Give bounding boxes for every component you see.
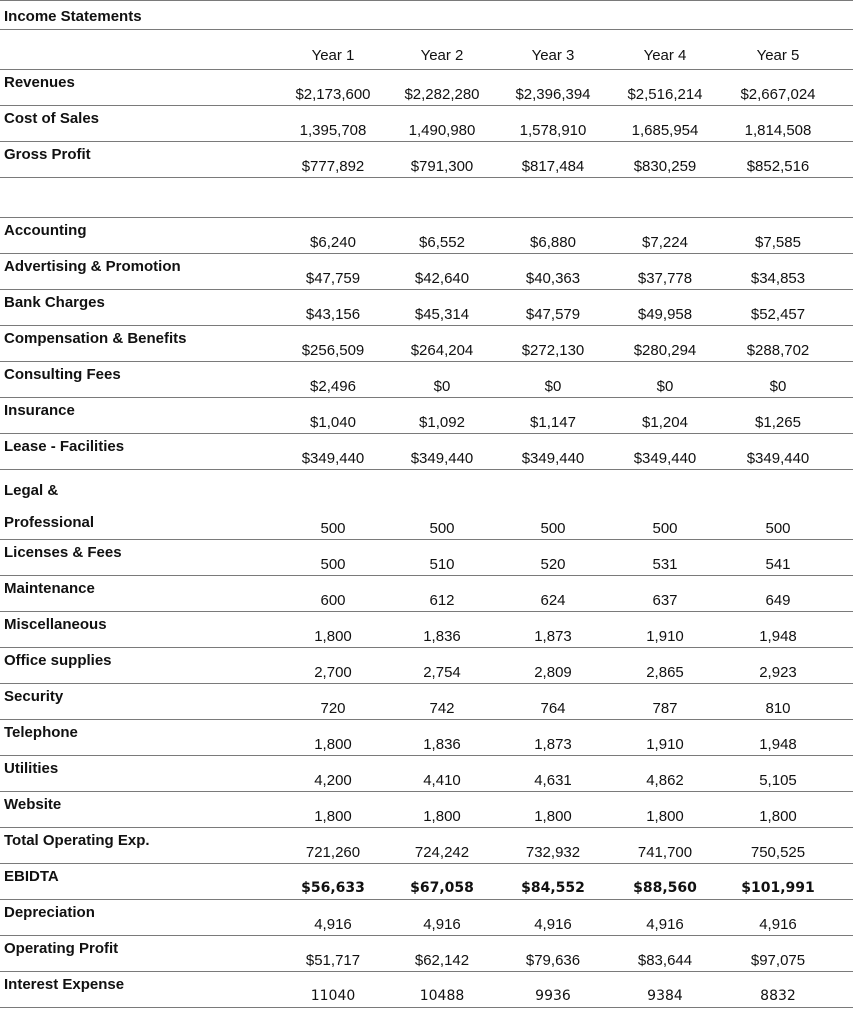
cell: $2,282,280 (404, 86, 480, 103)
cell: $97,075 (750, 952, 806, 969)
cell: $349,440 (301, 450, 365, 467)
year-header-row (0, 30, 853, 70)
cell: 11040 (310, 988, 356, 1004)
cell: 500 (540, 520, 566, 537)
cell: $6,552 (419, 234, 465, 251)
row-label: Bank Charges (4, 294, 105, 311)
table-row-gross-profit (0, 142, 853, 178)
table-row-depreciation (0, 900, 853, 936)
table-row-operating-profit (0, 936, 853, 972)
title-row (0, 0, 853, 30)
row-label: Insurance (4, 402, 75, 419)
cell: $1,040 (310, 414, 356, 431)
cell: $2,173,600 (295, 86, 371, 103)
cell: 741,700 (637, 844, 693, 861)
cell: $7,585 (755, 234, 801, 251)
cell: $51,717 (305, 952, 361, 969)
cell: $852,516 (746, 158, 810, 175)
row-label: Revenues (4, 74, 75, 91)
row-label: Depreciation (4, 904, 95, 921)
row-label: Telephone (4, 724, 78, 741)
cell: $101,991 (741, 880, 815, 896)
table-row-lease-facilities (0, 434, 853, 470)
cell: $777,892 (301, 158, 365, 175)
cell: 810 (765, 700, 791, 717)
cell: $47,759 (305, 270, 361, 287)
row-label: Licenses & Fees (4, 544, 122, 561)
cell: 724,242 (414, 844, 470, 861)
cell: $817,484 (521, 158, 585, 175)
row-label: Accounting (4, 222, 87, 239)
cell: $42,640 (414, 270, 470, 287)
cell: $83,644 (637, 952, 693, 969)
cell: 4,916 (759, 916, 797, 933)
cell: 1,800 (646, 808, 684, 825)
year-header: Year 2 (420, 47, 464, 64)
spacer-row (0, 178, 853, 218)
year-header: Year 4 (643, 47, 687, 64)
cell: 649 (765, 592, 791, 609)
cell: $0 (433, 378, 451, 395)
cell: $88,560 (633, 880, 697, 896)
table-row-cost-of-sales (0, 106, 853, 142)
cell: $2,667,024 (740, 86, 816, 103)
table-row-licenses-fees (0, 540, 853, 576)
page-title: Income Statements (4, 8, 142, 25)
cell: $349,440 (746, 450, 810, 467)
cell: 1,800 (314, 808, 352, 825)
cell: $272,130 (521, 342, 585, 359)
cell: 9384 (647, 988, 683, 1004)
cell: $34,853 (750, 270, 806, 287)
cell: 9936 (535, 988, 571, 1004)
cell: 764 (540, 700, 566, 717)
cell: 1,948 (759, 628, 797, 645)
row-label: Total Operating Exp. (4, 832, 150, 849)
cell: 5,105 (759, 772, 797, 789)
cell: 721,260 (305, 844, 361, 861)
row-label: Maintenance (4, 580, 95, 597)
year-header: Year 3 (531, 47, 575, 64)
cell: 1,800 (423, 808, 461, 825)
cell: 4,631 (534, 772, 572, 789)
cell: $67,058 (410, 880, 474, 896)
table-row-revenues (0, 70, 853, 106)
row-label: Compensation & Benefits (4, 330, 187, 347)
cell: 1,836 (423, 628, 461, 645)
table-row-total-operating-exp (0, 828, 853, 864)
cell: 1,490,980 (408, 122, 476, 139)
table-row-accounting (0, 218, 853, 254)
cell: $349,440 (410, 450, 474, 467)
table-row-ebidta (0, 864, 853, 900)
cell: $0 (769, 378, 787, 395)
cell: $52,457 (750, 306, 806, 323)
cell: 4,916 (534, 916, 572, 933)
table-row-bank-charges (0, 290, 853, 326)
cell: $280,294 (633, 342, 697, 359)
cell: 1,836 (423, 736, 461, 753)
table-row-office-supplies (0, 648, 853, 684)
cell: 4,200 (314, 772, 352, 789)
cell: 500 (320, 556, 346, 573)
cell: 520 (540, 556, 566, 573)
cell: 1,814,508 (744, 122, 812, 139)
cell: 500 (429, 520, 455, 537)
cell: 1,800 (314, 736, 352, 753)
cell: $56,633 (301, 880, 365, 896)
table-row-legal-professional (0, 470, 853, 540)
table-row-telephone (0, 720, 853, 756)
cell: $6,240 (310, 234, 356, 251)
cell: $49,958 (637, 306, 693, 323)
cell: 1,800 (759, 808, 797, 825)
year-header: Year 5 (756, 47, 800, 64)
cell: 2,700 (314, 664, 352, 681)
cell: 2,809 (534, 664, 572, 681)
cell: 1,910 (646, 736, 684, 753)
row-label: Miscellaneous (4, 616, 107, 633)
cell: 4,410 (423, 772, 461, 789)
table-row-security (0, 684, 853, 720)
cell: 8832 (760, 988, 796, 1004)
cell: 500 (320, 520, 346, 537)
cell: 4,916 (646, 916, 684, 933)
cell: 500 (765, 520, 791, 537)
cell: 2,923 (759, 664, 797, 681)
table-row-advertising (0, 254, 853, 290)
row-label: Interest Expense (4, 976, 125, 993)
table-row-consulting-fees (0, 362, 853, 398)
cell: 720 (320, 700, 346, 717)
table-row-utilities (0, 756, 853, 792)
cell: 1,873 (534, 736, 572, 753)
cell: $2,516,214 (627, 86, 703, 103)
cell: 1,873 (534, 628, 572, 645)
cell: 637 (652, 592, 678, 609)
cell: 2,754 (423, 664, 461, 681)
cell: $45,314 (414, 306, 470, 323)
row-label: Office supplies (4, 652, 112, 669)
row-label: Website (4, 796, 62, 813)
table-row-miscellaneous (0, 612, 853, 648)
cell: 4,916 (314, 916, 352, 933)
cell: 4,862 (646, 772, 684, 789)
cell: 612 (429, 592, 455, 609)
row-label: Security (4, 688, 64, 705)
cell: $62,142 (414, 952, 470, 969)
cell: $256,509 (301, 342, 365, 359)
cell: $0 (544, 378, 562, 395)
table-row-insurance (0, 398, 853, 434)
cell: 1,948 (759, 736, 797, 753)
cell: $79,636 (525, 952, 581, 969)
cell: 10488 (419, 988, 465, 1004)
cell: $1,204 (642, 414, 688, 431)
cell: 2,865 (646, 664, 684, 681)
cell: $349,440 (521, 450, 585, 467)
cell: 1,578,910 (519, 122, 587, 139)
year-header: Year 1 (311, 47, 355, 64)
cell: 600 (320, 592, 346, 609)
cell: $7,224 (642, 234, 688, 251)
cell: 4,916 (423, 916, 461, 933)
cell: $84,552 (521, 880, 585, 896)
cell: $2,496 (310, 378, 356, 395)
cell: $37,778 (637, 270, 693, 287)
cell: 1,800 (314, 628, 352, 645)
row-label: Lease - Facilities (4, 438, 125, 455)
cell: $6,880 (530, 234, 576, 251)
cell: $791,300 (410, 158, 474, 175)
row-label: Gross Profit (4, 146, 91, 163)
table-row-compensation (0, 326, 853, 362)
cell: $1,147 (530, 414, 576, 431)
row-label: Cost of Sales (4, 110, 100, 127)
cell: 531 (652, 556, 678, 573)
row-label: Operating Profit (4, 940, 119, 957)
cell: 541 (765, 556, 791, 573)
cell: $830,259 (633, 158, 697, 175)
cell: 787 (652, 700, 678, 717)
cell: $288,702 (746, 342, 810, 359)
cell: $0 (656, 378, 674, 395)
cell: 732,932 (525, 844, 581, 861)
cell: 742 (429, 700, 455, 717)
cell: 1,800 (534, 808, 572, 825)
cell: $264,204 (410, 342, 474, 359)
cell: $43,156 (305, 306, 361, 323)
row-label: Consulting Fees (4, 366, 121, 383)
table-row-interest-expense (0, 972, 853, 1008)
cell: $1,092 (419, 414, 465, 431)
cell: $40,363 (525, 270, 581, 287)
cell: 1,910 (646, 628, 684, 645)
cell: 1,685,954 (631, 122, 699, 139)
table-row-website (0, 792, 853, 828)
row-label: EBIDTA (4, 868, 59, 885)
cell: $2,396,394 (515, 86, 591, 103)
cell: 510 (429, 556, 455, 573)
cell: 500 (652, 520, 678, 537)
table-row-maintenance (0, 576, 853, 612)
cell: 750,525 (750, 844, 806, 861)
cell: $47,579 (525, 306, 581, 323)
cell: $349,440 (633, 450, 697, 467)
row-label: Advertising & Promotion (4, 258, 181, 275)
cell: 624 (540, 592, 566, 609)
cell: 1,395,708 (299, 122, 367, 139)
cell: $1,265 (755, 414, 801, 431)
row-label: Utilities (4, 760, 59, 777)
row-label: Legal & Professional (4, 482, 95, 531)
